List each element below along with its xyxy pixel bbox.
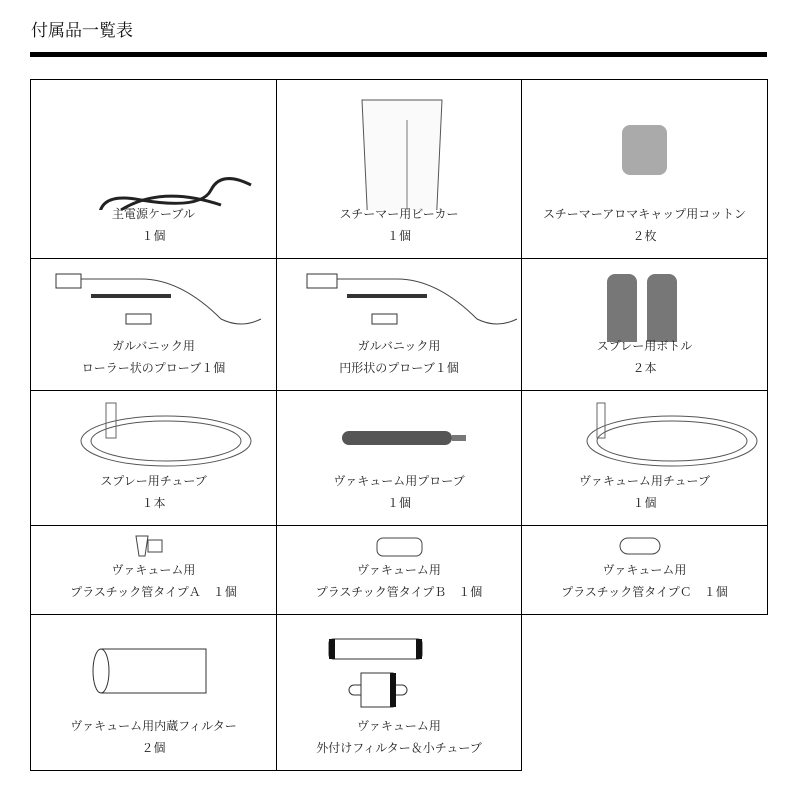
accessory-item (276, 525, 522, 615)
item-quantity: １本 (141, 496, 166, 510)
plastic-tube-a-icon (31, 526, 278, 566)
item-name: スプレー用チューブ (100, 474, 207, 488)
round-probe-icon (277, 259, 523, 342)
title-divider (30, 52, 767, 57)
accessory-item (30, 525, 277, 615)
item-quantity: １個 (386, 496, 411, 510)
external-filter-icon (277, 615, 523, 722)
item-name: ヴァキューム用 (111, 563, 196, 577)
beaker-icon (277, 80, 523, 210)
accessory-item (276, 614, 522, 771)
accessory-item (276, 79, 522, 259)
vacuum-tube-icon (522, 391, 769, 477)
item-name: スチーマーアロマキャップ用コットン (543, 207, 746, 221)
item-name: ガルバニック用 (112, 339, 195, 353)
accessory-item (521, 79, 768, 259)
accessory-item (30, 614, 277, 771)
item-name: ヴァキューム用チューブ (579, 474, 710, 488)
accessory-item (521, 390, 768, 526)
accessory-item (276, 258, 522, 391)
item-quantity: ローラー状のプローブ１個 (81, 361, 226, 375)
item-name: 主電源ケーブル (112, 207, 195, 221)
item-quantity: 外付けフィルター＆小チューブ (316, 741, 482, 755)
item-quantity: ２個 (141, 741, 166, 755)
item-quantity: 円形状のプローブ１個 (339, 361, 459, 375)
item-name: ガルバニック用 (357, 339, 441, 353)
plastic-tube-c-icon (522, 526, 769, 566)
accessory-item (276, 390, 522, 526)
spray-tube-icon (31, 391, 278, 477)
plastic-tube-b-icon (277, 526, 523, 566)
item-quantity: プラスチック管タイプＢ １個 (315, 585, 483, 599)
item-name: ヴァキューム用 (602, 563, 687, 577)
page-title: 付属品一覧表 (31, 21, 133, 41)
item-quantity: ２本 (632, 361, 657, 375)
accessory-item (521, 258, 768, 391)
item-quantity: プラスチック管タイプＡ １個 (70, 585, 237, 599)
cotton-icon (522, 80, 769, 210)
accessory-item (30, 79, 277, 259)
accessory-item (30, 390, 277, 526)
item-quantity: １個 (386, 229, 411, 243)
item-name: スチーマー用ビーカー (339, 207, 459, 221)
accessory-item (30, 258, 277, 391)
spray-bottle-icon (522, 259, 769, 342)
roller-probe-icon (31, 259, 278, 342)
item-name: ヴァキューム用プローブ (333, 474, 465, 488)
accessory-item (521, 525, 768, 615)
item-name: スプレー用ボトル (596, 339, 693, 353)
item-quantity: プラスチック管タイプＣ １個 (561, 585, 728, 599)
internal-filter-icon (31, 615, 278, 722)
item-quantity: １個 (632, 496, 657, 510)
item-quantity: １個 (141, 229, 166, 243)
vacuum-probe-icon (277, 391, 523, 477)
item-name: ヴァキューム用 (357, 563, 441, 577)
item-name: ヴァキューム用 (357, 719, 441, 733)
item-name: ヴァキューム用内蔵フィルター (70, 719, 237, 733)
item-quantity: ２枚 (632, 229, 657, 243)
power-cable-icon (31, 80, 278, 210)
